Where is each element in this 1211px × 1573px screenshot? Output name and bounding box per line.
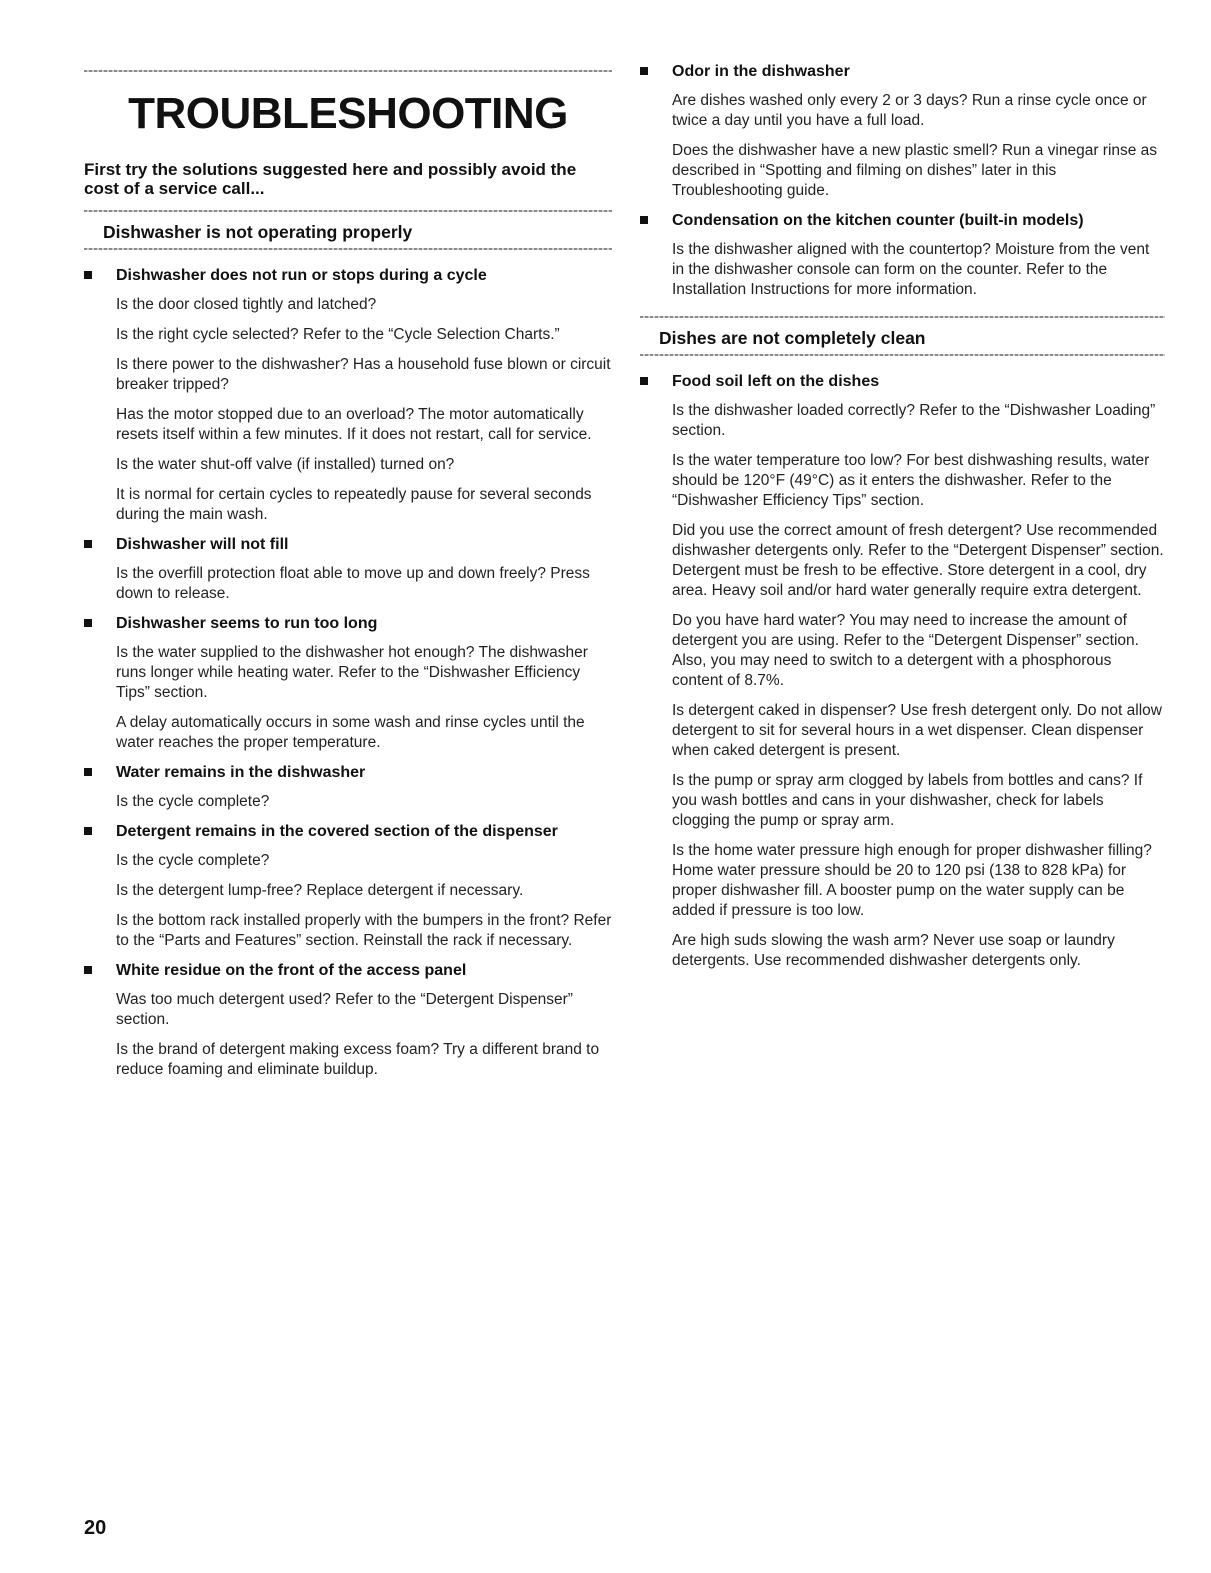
item-title: Detergent remains in the covered section of the dispenser: [116, 823, 558, 840]
trouble-item: [84, 266, 612, 525]
bullet-icon: [84, 966, 92, 974]
item-paragraph: Is the water shut-off valve (if installed) turned on?: [116, 456, 455, 473]
section-heading-not-clean: Dishes are not completely clean: [659, 328, 926, 348]
item-paragraph: Is the water temperature too low? For best dishwashing results, water should be 120°F (49°C) as it enters the dishwasher. Refer to the “Dishwasher Efficiency Tips” section.: [672, 452, 1150, 509]
page-number: 20: [84, 1517, 107, 1539]
item-paragraph: Is the brand of detergent making excess foam? Try a different brand to reduce foaming and eliminate buildup.: [116, 1041, 600, 1078]
item-paragraph: Is detergent caked in dispenser? Use fresh detergent only. Do not allow detergent to sit for several hours in a wet dispenser. Clean dispenser when caked detergent is present.: [672, 702, 1162, 759]
bullet-icon: [84, 827, 92, 835]
item-title: Dishwasher does not run or stops during a cycle: [116, 267, 487, 284]
item-paragraph: Do you have hard water? You may need to increase the amount of detergent you are using. Refer to the “Detergent Dispenser” section. Also, you may need to switch to a detergent with a phosphorous content of 8.7%.: [672, 612, 1139, 689]
item-title: Condensation on the kitchen counter (built-in models): [672, 212, 1084, 229]
item-paragraph: Is the right cycle selected? Refer to the “Cycle Selection Charts.”: [116, 326, 560, 343]
item-paragraph: Is the pump or spray arm clogged by labels from bottles and cans? If you wash bottles and cans in your dishwasher, check for labels clogging the pump or spray arm.: [672, 772, 1143, 829]
trouble-item: [84, 822, 612, 951]
item-paragraph: Is the overfill protection float able to move up and down freely? Press down to release.: [116, 565, 590, 602]
bullet-icon: [640, 67, 648, 75]
item-paragraph: Is the detergent lump-free? Replace detergent if necessary.: [116, 882, 524, 899]
page-subtitle: First try the solutions suggested here and possibly avoid the cost of a service call...: [84, 160, 577, 198]
section-rule-bottom: [640, 354, 1165, 356]
item-title: Water remains in the dishwasher: [116, 764, 366, 781]
item-paragraph: Is the cycle complete?: [116, 852, 270, 869]
bullet-icon: [84, 540, 92, 548]
trouble-item: [84, 763, 612, 812]
page-title: TROUBLESHOOTING: [128, 89, 568, 138]
section-rule-bottom: [84, 248, 612, 250]
item-paragraph: Is the home water pressure high enough for proper dishwasher filling? Home water pressure should be 20 to 120 psi (138 to 828 kPa) for proper dishwasher fill. A booster pump on the water supply can be added if pressure is too low.: [672, 842, 1152, 919]
item-paragraph: Are high suds slowing the wash arm? Never use soap or laundry detergents. Use recommended dishwasher detergents only.: [672, 932, 1115, 969]
item-paragraph: Is the dishwasher loaded correctly? Refer to the “Dishwasher Loading” section.: [672, 402, 1156, 439]
trouble-item: [84, 535, 612, 604]
trouble-item: [640, 62, 1165, 201]
item-paragraph: Has the motor stopped due to an overload? The motor automatically resets itself within a few minutes. If it does not restart, call for service.: [116, 406, 592, 443]
item-paragraph: Does the dishwasher have a new plastic smell? Run a vinegar rinse as described in “Spotting and filming on dishes” later in this Troubleshooting guide.: [672, 142, 1158, 199]
trouble-item: [640, 372, 1165, 971]
bullet-icon: [84, 619, 92, 627]
bullet-icon: [84, 271, 92, 279]
left-column: [84, 0, 612, 1090]
item-paragraph: Are dishes washed only every 2 or 3 days? Run a rinse cycle once or twice a day until you have a full load.: [672, 92, 1147, 129]
trouble-item: [84, 614, 612, 753]
item-title: Food soil left on the dishes: [672, 373, 880, 390]
section-heading-not-operating: Dishwasher is not operating properly: [103, 222, 413, 242]
item-paragraph: Is the bottom rack installed properly with the bumpers in the front? Refer to the “Parts and Features” section. Reinstall the rack if necessary.: [116, 912, 612, 949]
item-paragraph: Is the dishwasher aligned with the countertop? Moisture from the vent in the dishwasher console can form on the counter. Refer to the Installation Instructions for more information.: [672, 241, 1150, 298]
bullet-icon: [84, 768, 92, 776]
item-title: Dishwasher will not fill: [116, 536, 289, 553]
trouble-item: [84, 961, 612, 1080]
item-paragraph: Is the cycle complete?: [116, 793, 270, 810]
item-paragraph: Is there power to the dishwasher? Has a household fuse blown or circuit breaker tripped?: [116, 356, 611, 393]
bullet-icon: [640, 377, 648, 385]
item-paragraph: Is the door closed tightly and latched?: [116, 296, 377, 313]
item-paragraph: Is the water supplied to the dishwasher hot enough? The dishwasher runs longer while heating water. Refer to the “Dishwasher Efficiency Tips” section.: [116, 644, 588, 701]
right-column: [640, 0, 1165, 981]
item-title: Odor in the dishwasher: [672, 63, 850, 80]
bullet-icon: [640, 216, 648, 224]
item-paragraph: A delay automatically occurs in some wash and rinse cycles until the water reaches the proper temperature.: [116, 714, 585, 751]
trouble-item: [640, 211, 1165, 300]
item-title: Dishwasher seems to run too long: [116, 615, 378, 632]
item-paragraph: It is normal for certain cycles to repeatedly pause for several seconds during the main wash.: [116, 486, 592, 523]
item-paragraph: Was too much detergent used? Refer to the “Detergent Dispenser” section.: [116, 991, 573, 1028]
top-rule: [84, 70, 612, 72]
item-title: White residue on the front of the access panel: [116, 962, 467, 979]
item-paragraph: Did you use the correct amount of fresh detergent? Use recommended dishwasher detergents only. Refer to the “Detergent Dispenser” section. Detergent must be fresh to be effective. Store detergent in a cool, dry area. Heavy soil and/or hard water generally require extra detergent.: [672, 522, 1164, 599]
